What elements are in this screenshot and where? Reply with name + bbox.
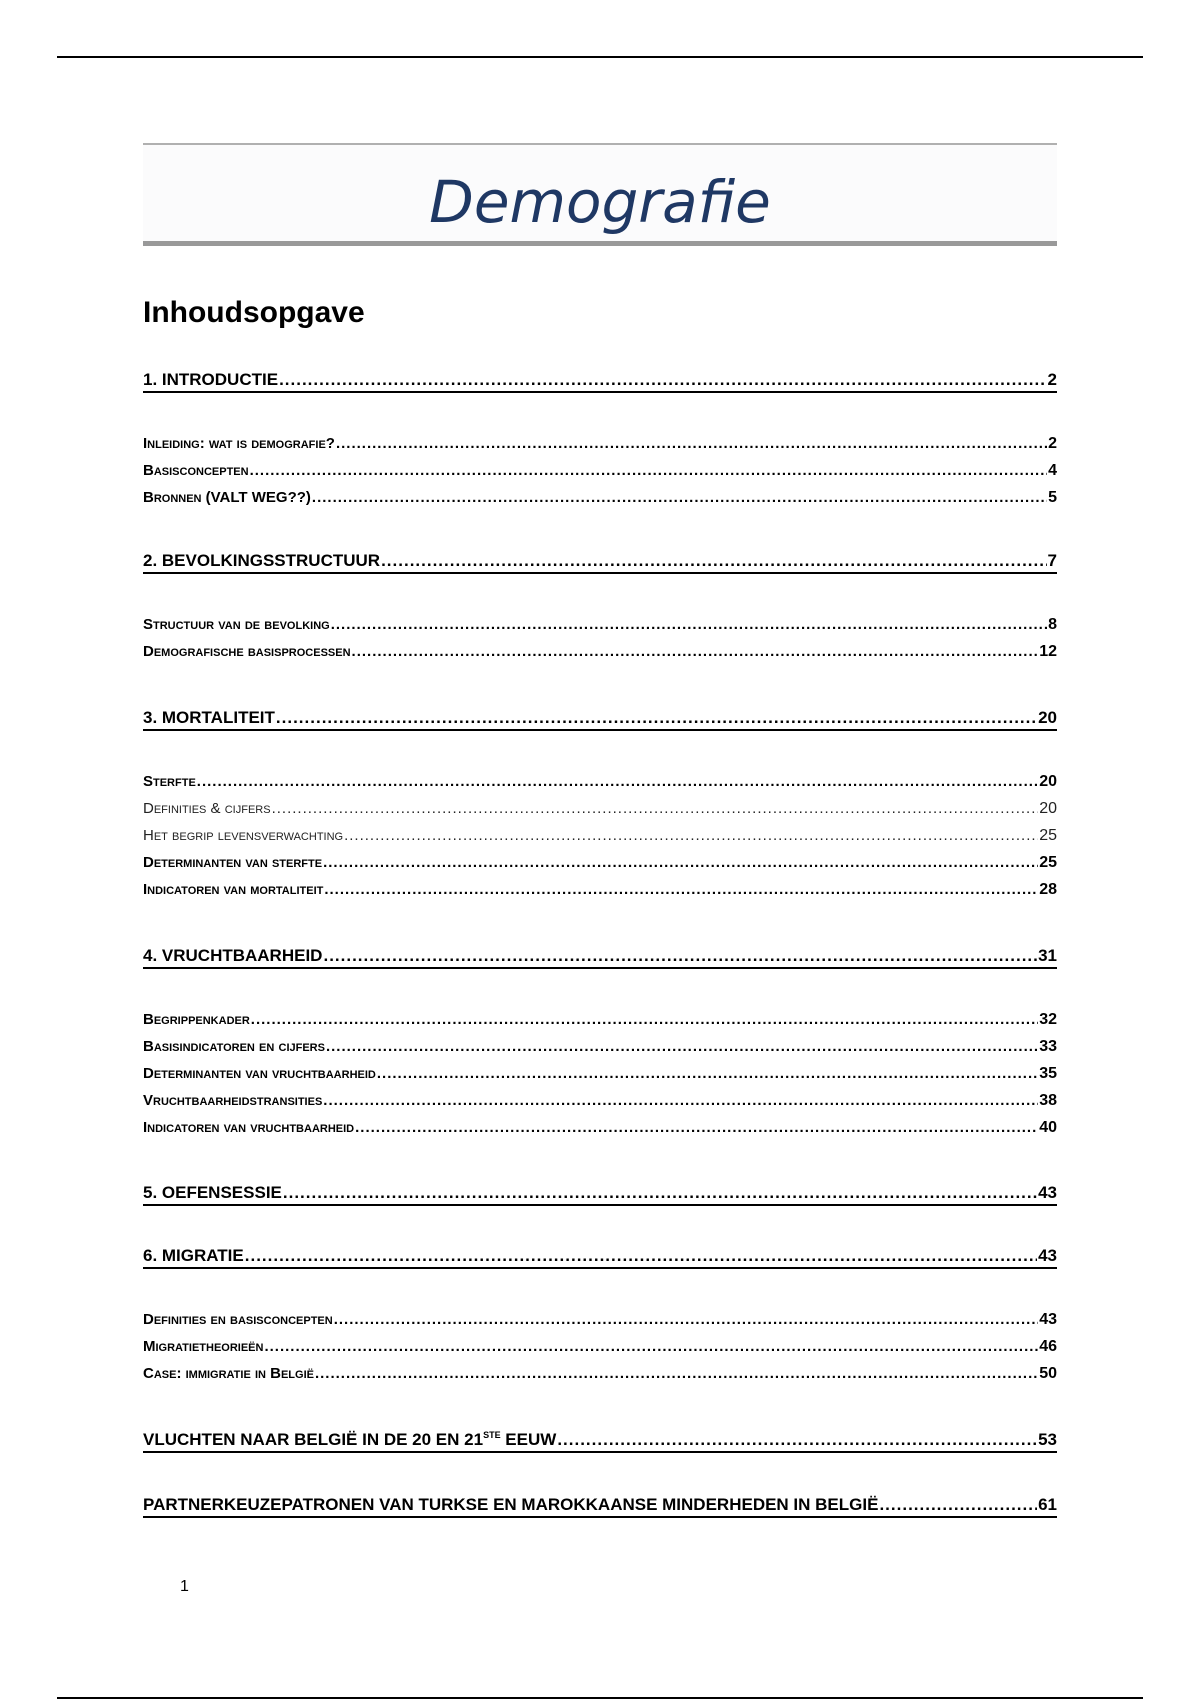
toc-entry-label-text: Indicatoren van vruchtbaarheid	[143, 1119, 355, 1136]
toc-section-entry[interactable]	[143, 643, 1057, 661]
toc-entry-label	[143, 854, 322, 871]
toc-entry-page: 8	[1048, 616, 1057, 633]
toc-entry-page: 2	[1048, 435, 1057, 452]
title-bottom-rule	[143, 241, 1057, 246]
toc-dot-leader	[334, 1311, 1039, 1328]
toc-subsection-entry[interactable]	[143, 827, 1057, 845]
toc-entry-label-text: 6. MIGRATIE	[143, 1246, 244, 1265]
toc-entry-label-text: Demografische basisprocessen	[143, 643, 351, 660]
toc-entry-label-text: Migratietheorieën	[143, 1338, 264, 1355]
toc-section-entry[interactable]	[143, 773, 1057, 791]
toc-entry-label	[143, 946, 322, 966]
toc-entry-page: 33	[1039, 1038, 1057, 1055]
toc-dot-leader	[312, 489, 1047, 506]
toc-entry-label-text: Bronnen (VALT WEG??)	[143, 489, 311, 506]
toc-entry-label	[143, 551, 380, 571]
toc-entry-label-text: 5. OEFENSESSIE	[143, 1183, 282, 1202]
toc-entry-label	[143, 462, 249, 479]
toc-entry-label	[143, 827, 343, 844]
toc-entry-label-text: Case: immigratie in België	[143, 1365, 314, 1382]
toc-dot-leader	[251, 1011, 1038, 1028]
toc-dot-leader	[355, 1119, 1038, 1136]
toc-entry-label	[143, 643, 351, 660]
toc-entry-label-text: Determinanten van sterfte	[143, 854, 323, 871]
toc-entry-page: 46	[1039, 1338, 1057, 1355]
toc-dot-leader	[283, 1183, 1037, 1203]
toc-entry-label	[143, 708, 275, 728]
toc-subsection-entry[interactable]	[143, 800, 1057, 818]
toc-entry-label-text: Basisindicatoren en cijfers	[143, 1038, 325, 1055]
toc-entry-label-text: Vruchtbaarheidstransities	[143, 1092, 323, 1109]
toc-entry-label-text: VLUCHTEN NAAR BELGIË IN DE 20 EN 21	[143, 1430, 484, 1449]
toc-entry-label-text: PARTNERKEUZEPATRONEN VAN TURKSE EN MAROKKAANSE MINDERHEDEN IN BELGIË	[143, 1495, 879, 1514]
toc-chapter-entry[interactable]	[143, 1246, 1057, 1269]
toc-entry-label	[143, 616, 330, 633]
toc-entry-page: 40	[1039, 1119, 1057, 1136]
page-top-rule	[57, 56, 1143, 58]
toc-section-entry[interactable]	[143, 1338, 1057, 1356]
toc-chapter-entry[interactable]	[143, 370, 1057, 393]
toc-section-entry[interactable]	[143, 1065, 1057, 1083]
toc-entry-label-text: 3. MORTALITEIT	[143, 708, 275, 727]
toc-entry-label	[143, 773, 196, 790]
toc-entry-page: 5	[1048, 489, 1057, 506]
toc-entry-label	[143, 1495, 878, 1515]
toc-chapter-entry[interactable]	[143, 708, 1057, 731]
toc-dot-leader	[381, 551, 1046, 571]
page-bottom-rule	[57, 1697, 1143, 1699]
toc-section-entry[interactable]	[143, 462, 1057, 480]
toc-entry-label	[143, 1246, 244, 1266]
toc-entry-label-text: Indicatoren van mortaliteit	[143, 881, 324, 898]
toc-entry-label	[143, 1092, 322, 1109]
toc-entry-page: 32	[1039, 1011, 1057, 1028]
toc-entry-label-text: Determinanten van vruchtbaarheid	[143, 1065, 376, 1082]
toc-chapter-entry[interactable]	[143, 551, 1057, 574]
toc-chapter-entry[interactable]	[143, 1495, 1057, 1518]
toc-section-entry[interactable]	[143, 1119, 1057, 1137]
toc-entry-page: 12	[1039, 643, 1057, 660]
toc-entry-page: 4	[1048, 462, 1057, 479]
toc-section-entry[interactable]	[143, 1038, 1057, 1056]
toc-entry-page: 20	[1038, 708, 1057, 727]
toc-section-entry[interactable]	[143, 1311, 1057, 1329]
toc-section-entry[interactable]	[143, 854, 1057, 872]
toc-entry-page: 61	[1038, 1495, 1057, 1514]
toc-entry-page: 20	[1039, 800, 1057, 817]
toc-entry-label-text: Definities en basisconcepten	[143, 1311, 333, 1328]
toc-section-entry[interactable]	[143, 1092, 1057, 1110]
toc-entry-label-suffix: EEUW	[500, 1430, 557, 1449]
toc-entry-page: 53	[1038, 1430, 1057, 1449]
toc-dot-leader	[279, 370, 1046, 390]
toc-dot-leader	[315, 1365, 1038, 1382]
toc-entry-label-text: Basisconcepten	[143, 462, 249, 479]
toc-entry-page: 28	[1039, 881, 1057, 898]
toc-entry-page: 50	[1039, 1365, 1057, 1382]
toc-chapter-entry[interactable]	[143, 1430, 1057, 1453]
toc-dot-leader	[352, 643, 1039, 660]
toc-dot-leader	[323, 1092, 1038, 1109]
toc-entry-label-text: 2. BEVOLKINGSSTRUCTUUR	[143, 551, 381, 570]
toc-entry-label	[143, 1119, 354, 1136]
toc-entry-page: 43	[1038, 1246, 1057, 1265]
toc-entry-label	[143, 881, 323, 898]
toc-entry-label-superscript: STE	[483, 1430, 501, 1440]
toc-entry-page: 38	[1039, 1092, 1057, 1109]
toc-entry-label	[143, 435, 335, 452]
toc-entry-label-text: Inleiding: wat is demografie?	[143, 435, 335, 452]
toc-dot-leader	[323, 854, 1038, 871]
toc-entry-label	[143, 1338, 263, 1355]
toc-entry-label	[143, 1183, 282, 1203]
toc-section-entry[interactable]	[143, 1365, 1057, 1383]
toc-section-entry[interactable]	[143, 489, 1057, 507]
toc-section-entry[interactable]	[143, 616, 1057, 634]
toc-entry-page: 35	[1039, 1065, 1057, 1082]
toc-entry-label	[143, 1065, 376, 1082]
toc-entry-page: 2	[1047, 370, 1057, 389]
toc-dot-leader	[245, 1246, 1037, 1266]
page-number: 1	[180, 1578, 189, 1595]
toc-entry-label-text: Het begrip levensverwachting	[143, 827, 344, 844]
toc-dot-leader	[331, 616, 1047, 633]
toc-chapter-entry[interactable]	[143, 946, 1057, 969]
toc-entry-page: 25	[1039, 854, 1057, 871]
toc-dot-leader	[250, 462, 1048, 479]
toc-section-entry[interactable]	[143, 881, 1057, 899]
toc-dot-leader	[323, 946, 1037, 966]
toc-dot-leader	[324, 881, 1038, 898]
toc-entry-label	[143, 1430, 556, 1450]
toc-entry-page: 31	[1038, 946, 1057, 965]
toc-entry-page: 43	[1038, 1183, 1057, 1202]
toc-dot-leader	[377, 1065, 1038, 1082]
toc-entry-label-text: Definities & cijfers	[143, 800, 271, 817]
toc-entry-label	[143, 800, 271, 817]
toc-entry-label	[143, 1011, 250, 1028]
toc-section-entry[interactable]	[143, 1011, 1057, 1029]
title-block	[143, 143, 1057, 246]
toc-dot-leader	[276, 708, 1037, 728]
toc-entry-page: 7	[1047, 551, 1057, 570]
toc-section-entry[interactable]	[143, 435, 1057, 453]
toc-dot-leader	[557, 1430, 1037, 1450]
toc-dot-leader	[264, 1338, 1038, 1355]
toc-entry-label	[143, 1365, 314, 1382]
toc-entry-label	[143, 489, 311, 506]
toc-entry-label-text: 4. VRUCHTBAARHEID	[143, 946, 323, 965]
toc-entry-label-text: Sterfte	[143, 773, 196, 790]
toc-dot-leader	[344, 827, 1038, 844]
document-title: Demografie	[143, 145, 1057, 241]
toc-dot-leader	[197, 773, 1038, 790]
toc-entry-page: 25	[1039, 827, 1057, 844]
toc-dot-leader	[879, 1495, 1037, 1515]
toc-dot-leader	[336, 435, 1047, 452]
toc-entry-label-text: Structuur van de bevolking	[143, 616, 330, 633]
toc-entry-label	[143, 1311, 333, 1328]
toc-entry-label-text: 1. INTRODUCTIE	[143, 370, 279, 389]
toc-dot-leader	[272, 800, 1039, 817]
toc-chapter-entry[interactable]	[143, 1183, 1057, 1206]
toc-entry-label-text: Begrippenkader	[143, 1011, 250, 1028]
toc-entry-label	[143, 1038, 325, 1055]
toc-dot-leader	[326, 1038, 1038, 1055]
toc-entry-page: 43	[1039, 1311, 1057, 1328]
toc-heading: Inhoudsopgave	[143, 296, 365, 329]
toc-entry-page: 20	[1039, 773, 1057, 790]
toc-entry-label	[143, 370, 278, 390]
